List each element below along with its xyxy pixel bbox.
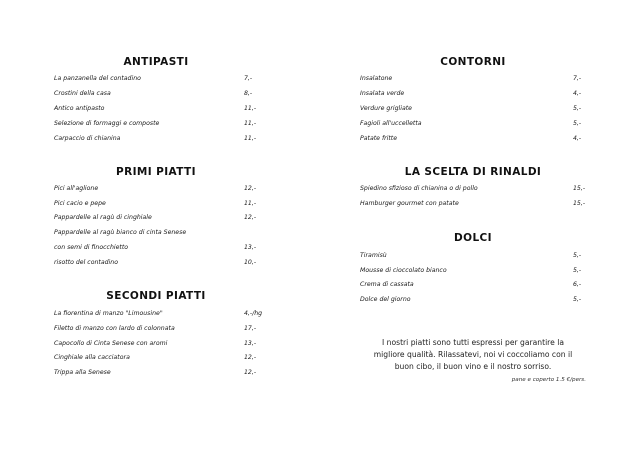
item-price: 6,- <box>573 281 582 288</box>
item-price: 11,- <box>244 200 257 207</box>
menu-item <box>54 118 260 130</box>
menu-item <box>360 183 588 195</box>
menu-item <box>54 227 260 239</box>
item-name: Hamburger gourmet con patate <box>360 200 459 207</box>
section-title-rinaldi: LA SCELTA DI RINALDI <box>404 166 542 178</box>
item-name: Pappardelle al ragù di cinghiale <box>54 214 152 221</box>
note-line: migliore qualità. Rilassatevi, noi vi coccoliamo con il <box>373 350 573 359</box>
item-name: risotto del contadino <box>54 259 118 266</box>
menu-item <box>54 367 260 379</box>
menu-item <box>360 73 588 85</box>
menu-item <box>54 352 260 364</box>
item-price: 13,- <box>244 340 257 347</box>
item-price: 17,- <box>244 325 257 332</box>
menu-item <box>54 88 260 100</box>
item-name: Antico antipasto <box>54 105 105 112</box>
menu-item <box>360 279 588 291</box>
item-price: 10,- <box>244 259 257 266</box>
menu-item <box>54 103 260 115</box>
item-price: 11,- <box>244 105 257 112</box>
cover-charge-note: pane e coperto 1.5 €/pers. <box>511 377 586 383</box>
item-price: 4,- <box>573 135 582 142</box>
item-name: Fagioli all'uccelletta <box>360 120 422 127</box>
item-name: Carpaccio di chianina <box>54 135 121 142</box>
section-title-primi: PRIMI PIATTI <box>116 166 196 178</box>
item-name: Cinghiale alla cacciatora <box>54 354 130 361</box>
section-primi <box>52 166 260 178</box>
menu-item <box>360 118 588 130</box>
item-price: 5,- <box>573 267 582 274</box>
section-secondi <box>52 290 260 302</box>
menu-item <box>360 294 588 306</box>
item-name: Trippa alla Senese <box>54 369 111 376</box>
menu-item <box>54 257 260 269</box>
menu-item <box>360 133 588 145</box>
item-name: Capocollo di Cinta Senese con aromi <box>54 340 168 347</box>
item-price: 12,- <box>244 354 257 361</box>
menu-item <box>360 265 588 277</box>
item-price: 5,- <box>573 120 582 127</box>
item-name: Filetto di manzo con lardo di colonnata <box>54 325 175 332</box>
item-name: La panzanella del contadino <box>54 75 141 82</box>
item-price: 15,- <box>573 185 586 192</box>
item-price: 4,-/hg <box>244 310 263 317</box>
menu-item <box>54 73 260 85</box>
section-dolci <box>358 232 588 244</box>
item-name: Mousse di cioccolato bianco <box>360 267 447 274</box>
item-price: 8,- <box>244 90 253 97</box>
section-title-contorni: CONTORNI <box>440 56 506 68</box>
menu-item <box>54 242 260 254</box>
item-name: Dolce del giorno <box>360 296 411 303</box>
item-name: Pici cacio e pepe <box>54 200 106 207</box>
item-price: 11,- <box>244 135 257 142</box>
item-name: Selezione di formaggi e composte <box>54 120 160 127</box>
item-price: 12,- <box>244 214 257 221</box>
menu-item <box>54 198 260 210</box>
item-price: 5,- <box>573 296 582 303</box>
menu-item <box>360 103 588 115</box>
section-title-antipasti: ANTIPASTI <box>123 56 189 68</box>
section-title-dolci: DOLCI <box>454 232 492 244</box>
section-contorni <box>358 56 588 68</box>
item-price: 7,- <box>244 75 253 82</box>
item-price: 7,- <box>573 75 582 82</box>
note-line: I nostri piatti sono tutti espressi per garantire la <box>382 338 564 347</box>
item-name: Insalatone <box>360 75 393 82</box>
item-price: 12,- <box>244 185 257 192</box>
item-name: Pappardelle al ragù bianco di cinta Senese <box>54 229 187 236</box>
menu-item <box>54 212 260 224</box>
menu-item <box>360 250 588 262</box>
menu-item <box>54 133 260 145</box>
item-price: 5,- <box>573 252 582 259</box>
item-price: 15,- <box>573 200 586 207</box>
item-price: 12,- <box>244 369 257 376</box>
item-name: con semi di finocchietto <box>54 244 129 251</box>
section-antipasti <box>52 56 260 68</box>
item-name: Patate fritte <box>360 135 398 142</box>
note-line: buon cibo, il buon vino e il nostro sorriso. <box>394 362 552 371</box>
section-rinaldi <box>358 166 588 178</box>
item-price: 13,- <box>244 244 257 251</box>
item-name: Insalata verde <box>360 90 405 97</box>
item-name: Tiramisù <box>360 252 387 259</box>
item-price: 5,- <box>573 105 582 112</box>
item-name: Spiedino sfizioso di chianina o di pollo <box>360 185 478 192</box>
item-name: La fiorentina di manzo "Limousine" <box>54 310 163 317</box>
menu-item <box>54 323 260 335</box>
item-name: Verdure grigliate <box>360 105 412 112</box>
item-name: Pici all'aglione <box>54 185 99 192</box>
item-name: Crostini della casa <box>54 90 111 97</box>
item-name: Crema di cassata <box>360 281 414 288</box>
menu-item <box>54 183 260 195</box>
item-price: 11,- <box>244 120 257 127</box>
section-title-secondi: SECONDI PIATTI <box>106 290 206 302</box>
menu-item <box>54 308 263 320</box>
menu-item <box>360 198 588 210</box>
welcome-note <box>358 337 588 373</box>
item-price: 4,- <box>573 90 582 97</box>
menu-item <box>360 88 588 100</box>
menu-item <box>54 338 260 350</box>
